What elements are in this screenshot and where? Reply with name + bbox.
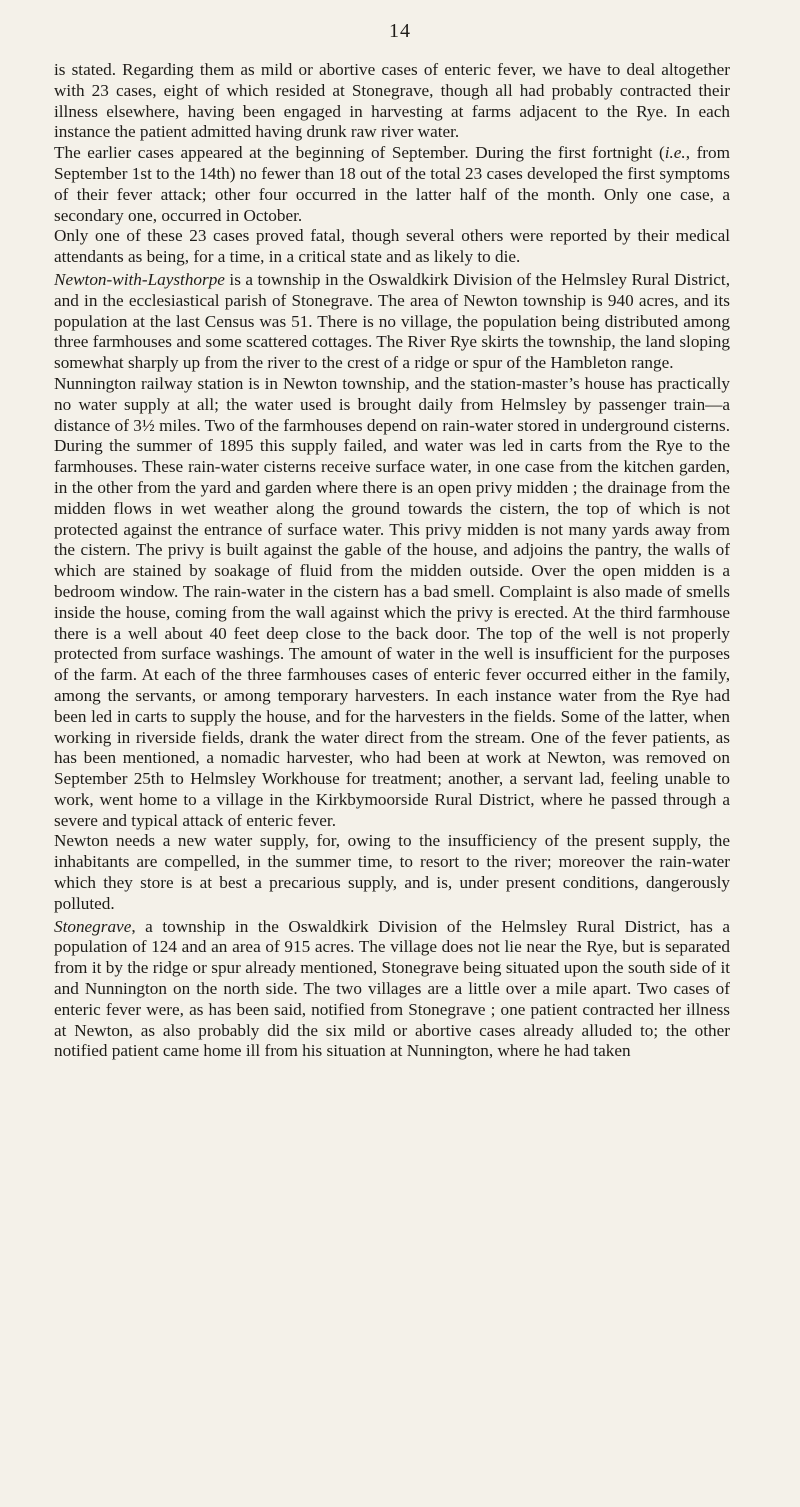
- text-run: Only one of these 23 cases proved fatal, though several others were reported by their medical attendants as being, for a time, in a critical state and as likely to die.: [54, 226, 730, 267]
- italic-text: i.e.: [664, 143, 686, 163]
- text-run: is stated. Regarding them as mild or abortive cases of enteric fever, we have to deal altogether with 23 cases, eight of which resided at Stonegrave, though all had probably contracted their illness elsewhere, having been engaged in harvesting at farms adjacent to the Rye. In each instance the patient admitted having drunk raw river water.: [54, 60, 730, 142]
- paragraph-newton-township: [54, 270, 730, 374]
- paragraph-newton-water-supply: [54, 831, 730, 914]
- paragraph-fatal-case: [54, 226, 730, 268]
- page-number: 14: [389, 20, 411, 42]
- text-run: The earlier cases appeared at the beginning of September. During the first fortnight (: [54, 143, 665, 163]
- text-run: is a township in the Oswaldkirk Division of the Helmsley Rural District, and in the ecclesiastical parish of Stonegrave. The area of Newton township is 940 acres, and its population at the last Census was 51. There is no village, the population being distributed among three farmhouses and some scattered cottages. The River Rye skirts the township, the land sloping somewhat sharply up from the river to the crest of a ridge or spur of the Hambleton range.: [54, 269, 730, 373]
- paragraph-stonegrave: [54, 917, 730, 1063]
- paragraph-earlier-cases: [54, 143, 730, 226]
- text-run: , from September 1st to the 14th) no fewer than 18 out of the total 23 cases developed the first symptoms of their fever attack; other four occurred in the latter half of the month. Only one case, a secondary one, occurred in October.: [54, 143, 730, 225]
- text-run: Nunnington railway station is in Newton township, and the station-master’s house has practically no water supply at all; the water used is brought daily from Helmsley by passenger train—a distance of 3½ miles. Two of the farmhouses depend on rain-water stored in underground cisterns. During the summer of 1895 this supply failed, and water was led in carts from the Rye to the farmhouses. These rain-water cisterns receive surface water, in one case from the kitchen garden, in the other from the yard and garden where there is an open privy midden ; the drainage from the midden flows in wet weather along the ground towards the cistern, the top of which is not protected against the entrance of surface water. This privy midden is not many yards away from the cistern. The privy is built against the gable of the house, and adjoins the pantry, the walls of which are stained by soakage of fluid from the midden outside. Over the open midden is a bedroom window. The rain-water in the cistern has a bad smell. Complaint is also made of smells inside the house, coming from the wall against which the privy is erected. At the third farmhouse there is a well about 40 feet deep close to the back door. The top of the well is not properly protected from surface washings. The amount of water in the well is insufficient for the purposes of the farm. At each of the three farmhouses cases of enteric fever occurred either in the family, among the servants, or among temporary harvesters. In each instance water from the Rye had been led in carts to supply the house, and for the harvesters in the fields. Some of the latter, when working in riverside fields, drank the water direct from the stream. One of the fever patients, as has been mentioned, a nomadic harvester, who had been at work at Newton, was removed on September 25th to Helmsley Workhouse for treatment; another, a servant lad, feeling unable to work, went home to a village in the Kirkbymoorside Rural District, where he passed through a severe and typical attack of enteric fever.: [54, 373, 730, 830]
- text-run: , a township in the Oswaldkirk Division of the Helmsley Rural District, has a population of 124 and an area of 915 acres. The village does not lie near the Rye, but is separated from it by the ridge or spur already mentioned, Stonegrave being situated upon the south side of it and Nunnington on the north side. The two villages are a little over a mile apart. Two cases of enteric fever were, as has been said, notified from Stonegrave ; one patient contracted her illness at Newton, as also probably did the six mild or abortive cases already alluded to; the other notified patient came home ill from his situation at Nunnington, where he had taken: [54, 916, 730, 1061]
- paragraph-nunnington-station: [54, 374, 730, 832]
- italic-text: Newton-with-Laysthorpe: [54, 269, 225, 289]
- text-run: Newton needs a new water supply, for, owing to the insufficiency of the present supply, the inhabitants are compelled, in the summer time, to resort to the river; moreover the rain-water which they store is at best a precarious supply, and is, under present conditions, dangerously polluted.: [54, 831, 730, 913]
- italic-text: Stonegrave: [54, 916, 132, 936]
- paragraph-intro-cases: [54, 60, 730, 143]
